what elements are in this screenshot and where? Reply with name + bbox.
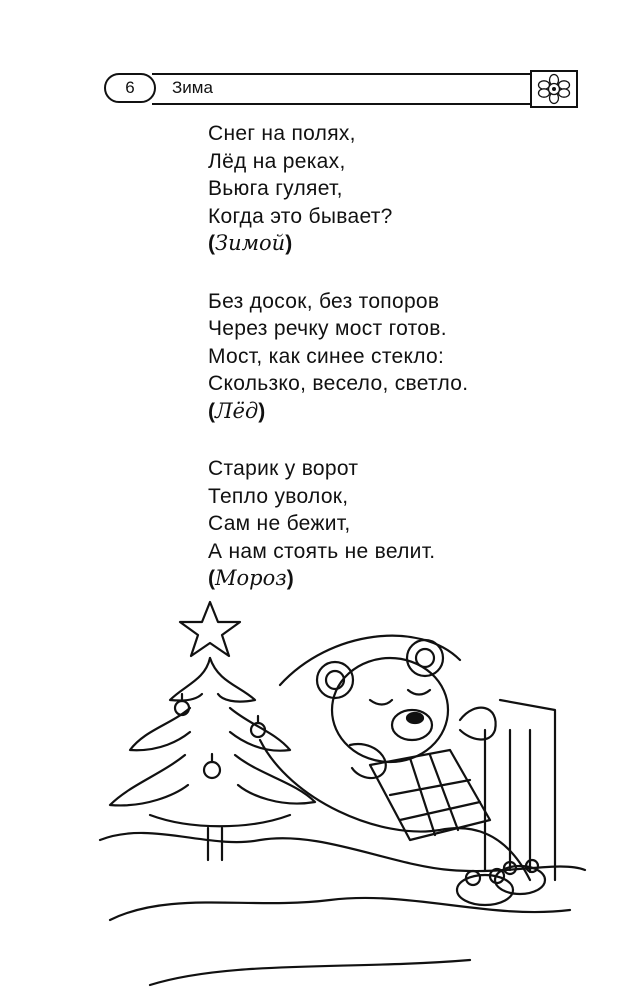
sleeping-bear-illustration	[90, 590, 590, 990]
riddle-3	[208, 455, 588, 593]
riddle-line: А нам стоять не велит.	[208, 539, 436, 563]
riddle-line: Тепло уволок,	[208, 484, 349, 508]
page-number: 6	[104, 73, 156, 103]
riddle-line: Снег на полях,	[208, 122, 356, 145]
riddle-1	[208, 120, 588, 258]
flower-icon	[534, 73, 574, 105]
riddle-answer: (Зимой)	[208, 231, 293, 255]
answer-word: Лёд	[215, 398, 259, 423]
riddle-answer: (Лёд)	[208, 398, 266, 423]
riddle-line: Лёд на реках,	[208, 149, 346, 173]
riddle-line: Вьюга гуляет,	[208, 177, 343, 200]
riddle-answer: (Мороз)	[208, 566, 294, 590]
riddles-block	[208, 120, 588, 623]
riddle-line: Мост, как синее стекло:	[208, 344, 445, 368]
flower-ornament	[530, 70, 578, 108]
answer-word: Мороз	[215, 566, 287, 590]
riddle-line: Через речку мост готов.	[208, 317, 447, 340]
sleeping-bear-icon	[90, 590, 590, 990]
riddle-line: Старик у ворот	[208, 457, 359, 480]
riddle-line: Скользко, весело, светло.	[208, 372, 469, 395]
header-rule-top	[152, 73, 532, 75]
riddle-line: Сам не бежит,	[208, 512, 351, 535]
answer-word: Зимой	[215, 231, 286, 255]
riddle-2	[208, 288, 588, 426]
section-title: Зима	[172, 78, 213, 97]
page-header	[104, 70, 578, 108]
riddle-line: Без досок, без топоров	[208, 289, 440, 313]
header-rule-bottom	[152, 103, 532, 105]
riddle-line: Когда это бывает?	[208, 204, 393, 228]
